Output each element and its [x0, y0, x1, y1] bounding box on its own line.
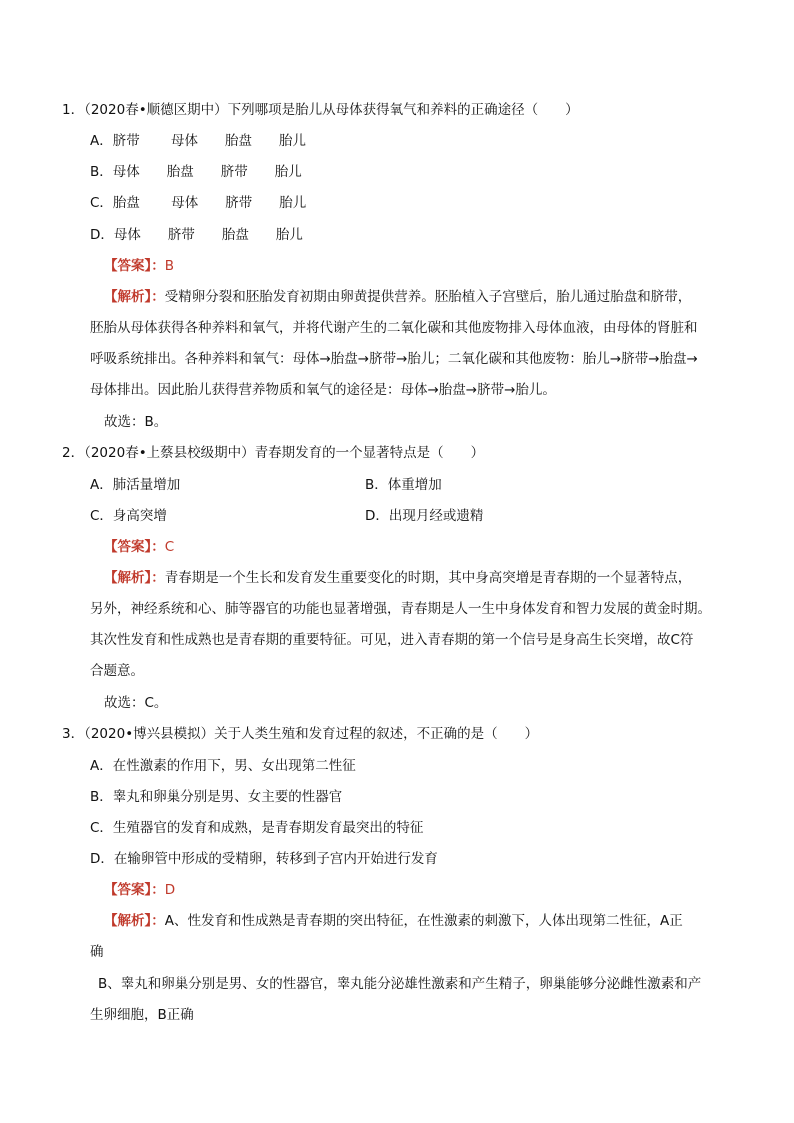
question-2-analysis-line-1 — [104, 568, 691, 588]
question-1-stem: 1．（2020春•顺德区期中）下列哪项是胎儿从母体获得氧气和养料的正确途径（ ） — [62, 102, 579, 118]
analysis-text: 受精卵分裂和胚胎发育初期由卵黄提供营养。胚胎植入子宫壁后，胎儿通过胎盘和脐带， — [164, 289, 692, 305]
question-1-conclusion: 故选：B。 — [104, 414, 168, 430]
question-3-option-b: B．睾丸和卵巢分别是男、女主要的性器官 — [90, 789, 343, 805]
question-2-option-c: C．身高突增 — [90, 508, 167, 524]
analysis-text: 青春期是一个生长和发育发生重要变化的时期，其中身高突增是青春期的一个显著特点， — [164, 570, 692, 586]
question-1-option-b: B．母体 胎盘 脐带 胎儿 — [90, 164, 302, 180]
question-3-analysis-line-4: 生卵细胞，B正确 — [90, 1007, 194, 1023]
question-2-option-b: B．体重增加 — [365, 477, 442, 493]
answer-label: 【答案】： — [104, 882, 165, 898]
question-2-conclusion: 故选：C。 — [104, 695, 168, 711]
answer-label: 【答案】： — [104, 539, 165, 555]
question-1-analysis-line-1 — [104, 287, 691, 307]
question-3-analysis-line-3: B、睾丸和卵巢分别是男、女的性器官，睾丸能分泌雄性激素和产生精子，卵巢能够分泌雌性激素和产 — [98, 976, 702, 992]
answer-value: B — [164, 258, 175, 274]
question-2-answer — [104, 537, 174, 557]
question-3-analysis-line-1 — [104, 911, 683, 931]
answer-label: 【答案】： — [104, 258, 165, 274]
question-2-analysis-line-4: 合题意。 — [90, 663, 144, 679]
question-1-analysis-line-3: 呼吸系统排出。各种养料和氧气：母体→胎盘→脐带→胎儿；二氧化碳和其他废物：胎儿→脐带→胎盘→ — [90, 351, 698, 367]
analysis-label: 【解析】： — [104, 570, 165, 586]
question-3-analysis-line-2: 确 — [90, 944, 104, 960]
question-1-option-a: A．脐带 母体 胎盘 胎儿 — [90, 133, 307, 149]
question-2-option-d: D．出现月经或遗精 — [365, 508, 484, 524]
analysis-label: 【解析】： — [104, 913, 165, 929]
question-2-analysis-line-3: 其次性发育和性成熟也是青春期的重要特征。可见，进入青春期的第一个信号是身高生长突增，故C符 — [90, 632, 694, 648]
question-3-answer — [104, 880, 175, 900]
question-3-option-a: A．在性激素的作用下，男、女出现第二性征 — [90, 758, 356, 774]
analysis-text: A、性发育和性成熟是青春期的突出特征，在性激素的刺激下，人体出现第二性征，A正 — [164, 913, 683, 929]
analysis-label: 【解析】： — [104, 289, 165, 305]
question-2-stem: 2．（2020春•上蔡县校级期中）青春期发育的一个显著特点是（ ） — [62, 445, 485, 461]
question-1-option-d: D．母体 脐带 胎盘 胎儿 — [90, 227, 303, 243]
question-2-analysis-line-2: 另外，神经系统和心、肺等器官的功能也显著增强，青春期是人一生中身体发育和智力发展的黄金时期。 — [90, 601, 711, 617]
question-1-analysis-line-4: 母体排出。因此胎儿获得营养物质和氧气的途径是：母体→胎盘→脐带→胎儿。 — [90, 382, 556, 398]
question-2-option-a: A．肺活量增加 — [90, 477, 181, 493]
question-1-answer — [104, 256, 174, 276]
question-3-stem: 3．（2020•博兴县模拟）关于人类生殖和发育过程的叙述，不正确的是（ ） — [62, 726, 539, 742]
question-1-option-c: C．胎盘 母体 脐带 胎儿 — [90, 195, 307, 211]
question-3-option-d: D．在输卵管中形成的受精卵，转移到子宫内开始进行发育 — [90, 851, 438, 867]
question-1-analysis-line-2: 胚胎从母体获得各种养料和氧气，并将代谢产生的二氧化碳和其他废物排入母体血液，由母体的肾脏和 — [90, 320, 698, 336]
answer-value: D — [164, 882, 176, 898]
question-3-option-c: C．生殖器官的发育和成熟，是青春期发育最突出的特征 — [90, 820, 424, 836]
answer-value: C — [164, 539, 175, 555]
